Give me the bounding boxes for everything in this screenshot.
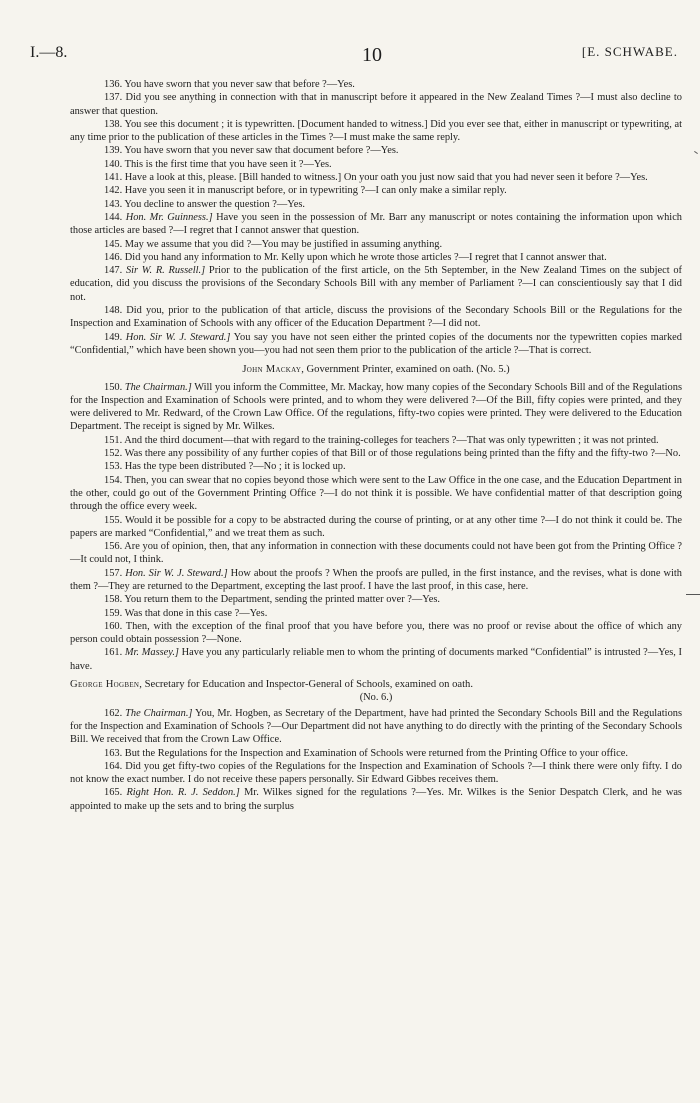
question-number: 153.	[104, 461, 123, 473]
testimony-paragraph	[70, 264, 682, 304]
page-header	[30, 44, 678, 68]
witness-name: George Hogben	[70, 679, 140, 691]
testimony-section-mackay	[70, 381, 682, 674]
question-and-answer: Mr. Wilkes signed for the regulations ?—Yes. Mr. Wilkes is the Senior Despatch Clerk, and he was appointed to make up the sets and to bring the surplus	[70, 787, 682, 812]
testimony-paragraph	[70, 78, 682, 91]
speaker-attribution: Hon. Mr. Guinness.]	[125, 211, 213, 223]
testimony-paragraph	[70, 707, 682, 747]
question-and-answer: Will you inform the Committee, Mr. Mackay, how many copies of the Secondary Schools Bill and of the Regulations for the Inspection and Examination of Schools were printed, and to whom they were delivered ?—Of the Bill, fifty copies were printed, and they were delivered to Mr. Redward, of the Crown Law Office. Of the regulations, fifty-two copies were printed. They were delivered to the Education Department. The receipt is signed by Mr. Wilkes.	[70, 381, 682, 433]
testimony-paragraph	[70, 171, 682, 184]
speaker-attribution: The Chairman.]	[124, 381, 192, 393]
question-number: 139.	[104, 145, 123, 157]
question-number: 140.	[104, 158, 123, 170]
question-and-answer: Has the type been distributed ?—No ; it is locked up.	[124, 461, 346, 473]
question-and-answer: Have you seen in the possession of Mr. Barr any manuscript or notes containing the information upon which those articles are based ?—I regret that I cannot answer that question.	[70, 211, 683, 237]
witness-number: (No. 6.)	[359, 692, 393, 704]
question-number: 160.	[104, 620, 123, 632]
question-number: 145.	[104, 238, 123, 250]
speaker-attribution: The Chairman.]	[125, 707, 193, 719]
question-number: 138.	[104, 118, 123, 130]
testimony-paragraph	[70, 331, 682, 358]
witness-heading-no-5	[70, 363, 682, 376]
question-number: 155.	[104, 514, 123, 526]
testimony-paragraph	[70, 211, 682, 238]
witness-heading-no-6	[70, 678, 682, 691]
question-and-answer: Have you seen it in manuscript before, or in typewriting ?—I can only make a similar reply.	[124, 185, 507, 197]
testimony-paragraph	[70, 607, 682, 620]
question-and-answer: Was there any possibility of any further copies of that Bill or of those regulations being printed than the fifty and the fifty-two ?—No.	[124, 448, 681, 460]
testimony-paragraph	[70, 144, 682, 157]
question-and-answer: Then, you can swear that no copies beyond those which were sent to the Law Office in the one case, and the Education Department in the other, could go out of the Government Printing Office ?—I do not think it is possible. We have confidential matter of that description going through the office every week.	[70, 474, 682, 513]
page-number: 10	[362, 44, 382, 66]
question-number: 136.	[104, 79, 123, 90]
question-number: 161.	[104, 647, 123, 659]
question-number: 157.	[104, 567, 123, 579]
question-and-answer: How about the proofs ? When the proofs are pulled, in the first instance, and the revises, what is done with them ?—They are returned to the Department, excepting the last proof. I have the last proof, in this case, here.	[70, 567, 682, 592]
question-number: 162.	[104, 707, 123, 719]
testimony-paragraph	[70, 514, 682, 541]
testimony-paragraph	[70, 786, 682, 813]
question-number: 146.	[104, 251, 123, 263]
question-and-answer: May we assume that you did ?—You may be justified in assuming anything.	[124, 238, 443, 250]
question-number: 152.	[104, 448, 123, 460]
speaker-attribution: Hon. Sir W. J. Steward.]	[125, 567, 228, 579]
speaker-attribution: Sir W. R. Russell.]	[125, 265, 206, 277]
question-number: 147.	[104, 265, 123, 277]
question-number: 159.	[104, 607, 123, 619]
testimony-paragraph	[70, 540, 682, 567]
question-number: 165.	[104, 787, 123, 799]
question-and-answer: Did you, prior to the publication of that article, discuss the provisions of the Secondary Schools Bill or the Regulations for the Inspection and Examination of Schools with any officer of the Education Department ?—I did not.	[70, 305, 682, 330]
question-number: 163.	[104, 747, 123, 759]
question-number: 141.	[104, 172, 123, 184]
testimony-paragraph	[70, 567, 682, 594]
question-and-answer: You say you have not seen either the printed copies of the documents nor the typewritten copies marked “Confidential,” which have been shown you—you had not seen them prior to the publication of the article ?—That is correct.	[70, 331, 682, 356]
witness-description: , Secretary for Education and Inspector-General of Schools, examined on oath.	[139, 679, 473, 691]
testimony-paragraph	[70, 251, 682, 264]
testimony-paragraph	[70, 91, 682, 118]
speaker-attribution: Hon. Sir W. J. Steward.]	[125, 331, 231, 343]
question-number: 156.	[104, 541, 123, 553]
question-number: 143.	[104, 198, 123, 210]
question-and-answer: Did you get fifty-two copies of the Regulations for the Inspection and Examination of Schools ?—I think there were only fifty. I do not know the exact number. I do not receive these papers personally. Sir Edward Gibbes receives them.	[70, 760, 682, 786]
testimony-paragraph	[70, 434, 682, 447]
question-and-answer: But the Regulations for the Inspection and Examination of Schools were returned from the Printing Office to your office.	[124, 747, 628, 759]
testimony-paragraph	[70, 158, 682, 171]
testimony-paragraph	[70, 474, 682, 514]
question-number: 148.	[104, 305, 123, 317]
witness-description: , Government Printer, examined on oath. (No. 5.)	[301, 364, 510, 376]
question-and-answer: You have sworn that you never saw that before ?—Yes.	[124, 79, 355, 90]
question-number: 149.	[104, 331, 123, 343]
testimony-paragraph	[70, 447, 682, 460]
question-and-answer: This is the first time that you have seen it ?—Yes.	[124, 158, 332, 170]
testimony-paragraph	[70, 198, 682, 211]
question-and-answer: Did you hand any information to Mr. Kelly upon which he wrote those articles ?—I regret that I cannot answer that.	[124, 251, 607, 263]
question-and-answer: Did you see anything in connection with that in manuscript before it appeared in the New Zealand Times ?—I must also decline to answer that question.	[70, 92, 682, 117]
witness-name: John Mackay	[242, 364, 302, 376]
question-and-answer: You have sworn that you never saw that document before ?—Yes.	[124, 145, 399, 157]
testimony-section-hogben	[70, 707, 682, 813]
question-and-answer: Are you of opinion, then, that any information in connection with these documents could not have been got from the Printing Office ?—It could not, I think.	[70, 541, 683, 566]
testimony-paragraph	[70, 238, 682, 251]
question-and-answer: Then, with the exception of the final proof that you have before you, there was no proof or revise about the office of which any person could obtain possession ?—None.	[70, 620, 682, 646]
question-and-answer: You decline to answer the question ?—Yes.	[124, 198, 305, 210]
testimony-paragraph	[70, 460, 682, 473]
question-and-answer: You return them to the Department, sending the printed matter over ?—Yes.	[124, 594, 441, 606]
testimony-paragraph	[70, 304, 682, 331]
document-body	[70, 78, 682, 813]
testimony-paragraph	[70, 747, 682, 760]
question-number: 144.	[104, 211, 123, 223]
margin-mark	[694, 151, 698, 154]
question-and-answer: Have you any particularly reliable men to whom the printing of documents marked “Confidential” is intrusted ?—Yes, I have.	[70, 647, 682, 672]
testimony-section-schwabe	[70, 78, 682, 357]
question-and-answer: You see this document ; it is typewritten. [Document handed to witness.] Did you ever see that, either in manuscript or typewriting, at any time prior to the publication of these articles in the Times ?—I must make the same reply.	[70, 118, 682, 144]
question-and-answer: And the third document—that with regard to the training-colleges for teachers ?—That was only typewritten ; it was not printed.	[124, 434, 659, 446]
question-number: 151.	[104, 434, 123, 446]
question-number: 154.	[104, 474, 123, 486]
question-number: 142.	[104, 185, 123, 197]
testimony-paragraph	[70, 184, 682, 197]
question-number: 137.	[104, 92, 123, 104]
question-and-answer: Would it be possible for a copy to be abstracted during the course of printing, or at any other time ?—I do not think it could be. The papers are marked “Confidential,” and we treat them as such.	[70, 514, 682, 539]
testimony-paragraph	[70, 760, 682, 787]
testimony-paragraph	[70, 381, 682, 434]
question-and-answer: Was that done in this case ?—Yes.	[124, 607, 268, 619]
report-code: I.—8.	[30, 44, 68, 61]
testimony-paragraph	[70, 620, 682, 647]
speaker-attribution: Right Hon. R. J. Seddon.]	[126, 787, 240, 799]
testimony-paragraph	[70, 593, 682, 606]
testimony-paragraph	[70, 118, 682, 145]
question-and-answer: You, Mr. Hogben, as Secretary of the Department, have had printed the Secondary Schools Bill and the Regulations for the Inspection and Examination of Schools ?—Our Department did not have anything to do directly with the printing of the Secondary Schools Bill. We received that from the Crown Law Office.	[70, 707, 683, 746]
question-number: 150.	[104, 381, 123, 393]
question-number: 164.	[104, 760, 123, 772]
witness-header: [E. SCHWABE.	[581, 44, 678, 59]
question-number: 158.	[104, 594, 123, 606]
margin-mark	[686, 594, 700, 595]
speaker-attribution: Mr. Massey.]	[124, 647, 179, 659]
testimony-paragraph	[70, 646, 682, 673]
question-and-answer: Have a look at this, please. [Bill handed to witness.] On your oath you just now said that you had never seen it before ?—Yes.	[124, 172, 648, 184]
question-and-answer: Prior to the publication of the first article, on the 5th September, in the New Zealand Times on the subject of education, did you discuss the provisions of the Secondary Schools Bill with any member of Parliament ?—I can conscientiously say that I did not.	[70, 265, 682, 303]
